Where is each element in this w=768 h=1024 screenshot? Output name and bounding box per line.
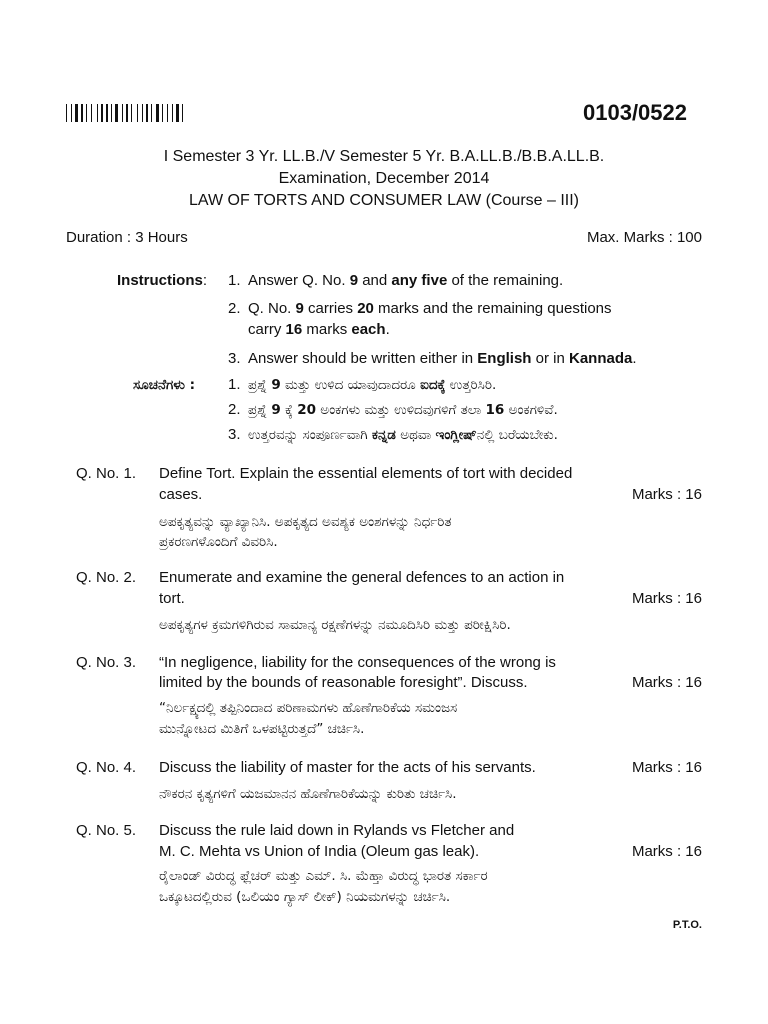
question-text: M. C. Mehta vs Union of India (Oleum gas leak). — [159, 843, 480, 860]
question-text-kannada: ಅಪಕೃತ್ಯಗಳ ಕ್ರಮಗಳಿಗಿರುವ ಸಾಮಾನ್ಯ ರಕ್ಷಣೆಗಳನ್ನು ನಮೂದಿಸಿರಿ ಮತ್ತು ಪರೀಕ್ಷಿಸಿರಿ. — [159, 617, 511, 633]
barcode-bar — [101, 104, 103, 122]
question-marks: Marks : 16 — [631, 486, 702, 503]
question-text-kannada: ಪ್ರಕರಣಗಳೊಂದಿಗೆ ವಿವರಿಸಿ. — [159, 534, 278, 550]
kannada-instructions-label: ಸೂಚನೆಗಳು : — [133, 377, 196, 393]
barcode-bar — [115, 104, 118, 122]
barcode-bar — [71, 104, 72, 122]
barcode-bar — [126, 104, 128, 122]
question-text-kannada: ನೌಕರನ ಕೃತ್ಯಗಳಿಗೆ ಯಜಮಾನನ ಹೊಣೆಗಾರಿಕೆಯನ್ನು ಕುರಿತು ಚರ್ಚಿಸಿ. — [159, 786, 457, 802]
kannada-instruction-num: 2. — [228, 401, 241, 418]
barcode-bar — [122, 104, 123, 122]
question-text: tort. — [159, 590, 185, 607]
barcode-bar — [167, 104, 168, 122]
semester-line: I Semester 3 Yr. LL.B./V Semester 5 Yr. B.A.LL.B./B.B.A.LL.B. — [163, 148, 605, 165]
question-number: Q. No. 4. — [76, 759, 137, 776]
barcode-bar — [111, 104, 112, 122]
instruction-num: 3. — [228, 350, 241, 367]
barcode-bar — [106, 104, 108, 122]
kannada-instruction-1: ಪ್ರಶ್ನೆ 9 ಮತ್ತು ಉಳಿದ ಯಾವುದಾದರೂ ಐದಕ್ಕೆ ಉತ್ತರಿಸಿರಿ. — [248, 377, 497, 393]
question-text-kannada: ರೈಲಾಂಡ್ ವಿರುದ್ಧ ಫ್ಲೆಚರ್ ಮತ್ತು ಎಮ್. ಸಿ. ಮೆಹ್ತಾ ವಿರುದ್ಧ ಭಾರತ ಸರ್ಕಾರ — [159, 868, 488, 884]
kannada-instruction-num: 1. — [228, 376, 241, 393]
question-text: Define Tort. Explain the essential elements of tort with decided — [159, 465, 573, 482]
question-marks: Marks : 16 — [631, 843, 702, 860]
question-text: limited by the bounds of reasonable foresight”. Discuss. — [159, 674, 528, 691]
barcode-bar — [97, 104, 98, 122]
question-marks: Marks : 16 — [631, 674, 702, 691]
instruction-2: Q. No. 9 carries 20 marks and the remaining questions — [248, 300, 612, 317]
barcode-bar — [137, 104, 138, 122]
question-text: cases. — [159, 486, 203, 503]
question-marks: Marks : 16 — [631, 759, 702, 776]
kannada-instruction-2: ಪ್ರಶ್ನೆ 9 ಕ್ಕೆ 20 ಅಂಕಗಳು ಮತ್ತು ಉಳಿದವುಗಳಿಗೆ ತಲಾ 16 ಅಂಕಗಳಿವೆ. — [248, 402, 558, 418]
barcode-bar — [172, 104, 173, 122]
barcode-bar — [182, 104, 183, 122]
barcode-bar — [131, 104, 132, 122]
question-text-kannada: ಒಕ್ಕೂಟದಲ್ಲಿರುವ (ಒಲಿಯಂ ಗ್ಯಾಸ್ ಲೀಕ್) ನಿಯಮಗಳನ್ನು ಚರ್ಚಿಸಿ. — [159, 889, 451, 905]
kannada-instruction-num: 3. — [228, 426, 241, 443]
duration: Duration : 3 Hours — [66, 229, 188, 246]
exam-line: Examination, December 2014 — [278, 170, 490, 187]
question-text: Discuss the liability of master for the acts of his servants. — [159, 759, 536, 776]
barcode-bar — [75, 104, 78, 122]
barcode-bar — [176, 104, 179, 122]
instruction-num: 2. — [228, 300, 241, 317]
subject-line: LAW OF TORTS AND CONSUMER LAW (Course – III) — [189, 192, 579, 209]
question-text-kannada: “ನಿರ್ಲಕ್ಷ್ಯದಲ್ಲಿ ತಪ್ಪಿನಿಂದಾದ ಪರಿಣಾಮಗಳು ಹೊಣೆಗಾರಿಕೆಯ ಸಮಂಜಸ — [159, 700, 458, 716]
paper-code: 0103/0522 — [583, 100, 687, 125]
barcode-bar — [142, 104, 143, 122]
question-number: Q. No. 2. — [76, 569, 137, 586]
question-text: “In negligence, liability for the consequences of the wrong is — [159, 654, 556, 671]
question-text-kannada: ಮುನ್ನೋಟದ ಮಿತಿಗೆ ಒಳಪಟ್ಟಿರುತ್ತದೆ” ಚರ್ಚಿಸಿ. — [159, 721, 365, 737]
max-marks: Max. Marks : 100 — [586, 229, 702, 246]
question-text-kannada: ಅಪಕೃತ್ಯವನ್ನು ವ್ಯಾಖ್ಯಾನಿಸಿ. ಅಪಕೃತ್ಯದ ಅವಶ್ಯಕ ಅಂಶಗಳನ್ನು ನಿರ್ಧರಿತ — [159, 514, 452, 530]
question-text: Enumerate and examine the general defences to an action in — [159, 569, 565, 586]
instruction-2-continued: carry 16 marks each. — [248, 321, 390, 338]
barcode-bar — [151, 104, 152, 122]
question-text: Discuss the rule laid down in Rylands vs Fletcher and — [159, 822, 515, 839]
instruction-num: 1. — [228, 272, 241, 289]
pto-label: P.T.O. — [672, 919, 702, 931]
question-number: Q. No. 3. — [76, 654, 137, 671]
barcode-bar — [66, 104, 67, 122]
barcode-bar — [81, 104, 83, 122]
instruction-1: Answer Q. No. 9 and any five of the remaining. — [248, 272, 564, 289]
instructions-label: Instructions: — [117, 272, 208, 289]
question-marks: Marks : 16 — [631, 590, 702, 607]
question-number: Q. No. 1. — [76, 465, 137, 482]
barcode-bar — [91, 104, 92, 122]
barcode-bar — [86, 104, 87, 122]
question-number: Q. No. 5. — [76, 822, 137, 839]
kannada-instruction-3: ಉತ್ತರವನ್ನು ಸಂಪೂರ್ಣವಾಗಿ ಕನ್ನಡ ಅಥವಾ ಇಂಗ್ಲೀಷ್ನಲ್ಲಿ ಬರೆಯಬೇಕು. — [248, 427, 558, 443]
barcode-bar — [162, 104, 163, 122]
barcode-bar — [146, 104, 148, 122]
instruction-3: Answer should be written either in English or in Kannada. — [248, 350, 637, 367]
barcode-bar — [156, 104, 159, 122]
barcode — [66, 104, 212, 122]
